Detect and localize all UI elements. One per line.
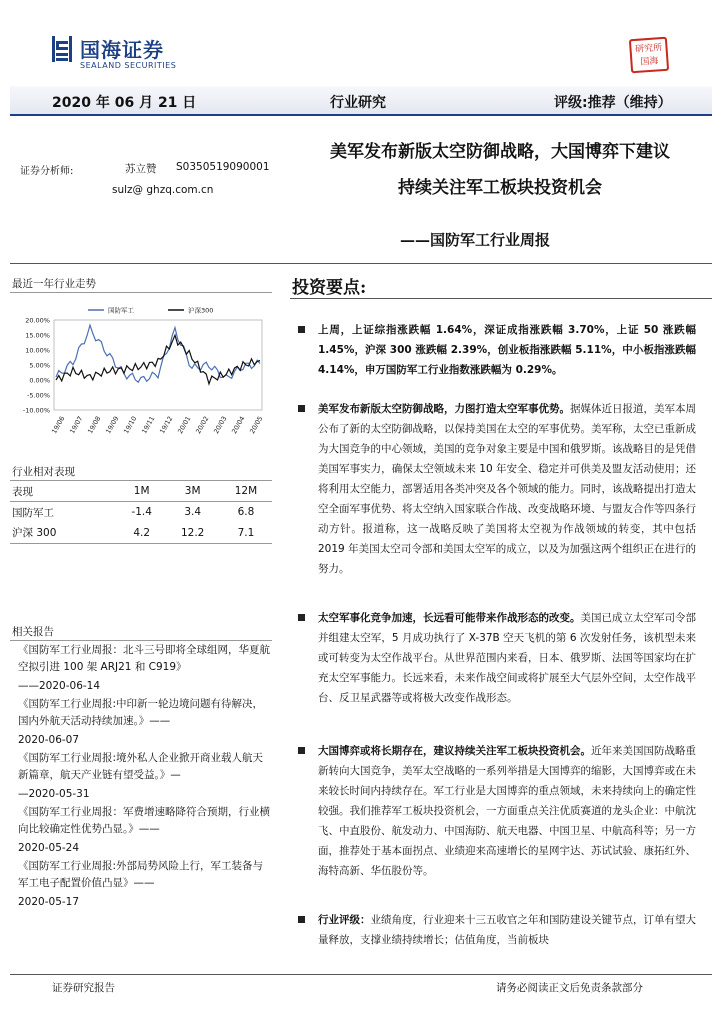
related-report-1-date: ——2020-06-14 — [18, 680, 101, 692]
report-title-line2: 持续关注军工板块投资机会 — [398, 178, 602, 198]
perf-header-cell: 3M — [184, 485, 201, 497]
table-row — [10, 502, 272, 523]
y-tick-label: 15.00% — [25, 331, 50, 340]
report-title-line1: 美军发布新版太空防御战略，大国博弈下建议 — [330, 142, 670, 162]
bullet-icon — [298, 405, 305, 412]
paragraph-strategy-text: 据媒体近日报道，美军本周公布了新的太空防御战略，以保持美国在太空的军事优势。美军称，太空已重新成为大国竞争的中心领域，美国的竞争对象主要是中国和俄罗斯。该战略目的是凭借美国军事实力，确保太空领域未来 10 年安全、稳定并可供美及盟友活动使用；还将利用太空能力，部署适用各类冲突及各个领域的能力。同时，该战略提出打造太空全面军事优势、将太空纳入国家联合作战、改变战略环境、与盟友合作等四条行动方针。报道称，这一战略反映了美国将太空视为作战领域的转变，其中包括 2019 年美国太空司令部和美国太空军的成立，以及为加强这两个组织正在进行的努力。 — [318, 403, 696, 575]
paragraph-strategy-bold: 美军发布新版太空防御战略，力图打造太空军事优势。 — [318, 403, 570, 415]
paragraph-militarization — [318, 608, 696, 708]
table-cell: 12.2 — [180, 526, 205, 539]
y-tick-label: 5.00% — [29, 361, 50, 370]
bullet-icon — [298, 747, 305, 754]
table-cell: 7.1 — [237, 526, 255, 539]
x-tick-label: 20/04 — [230, 414, 247, 436]
analyst-name: 苏立赞 — [125, 163, 157, 175]
trend-divider — [10, 292, 272, 293]
x-tick-label: 19/07 — [68, 414, 85, 436]
paragraph-rating-bold: 行业评级： — [318, 914, 371, 926]
related-report-3[interactable]: 《国防军工行业周报:境外私人企业掀开商业载人航天新篇章，航天产业链有望受益。》— — [18, 752, 264, 781]
logo-subtext: SEALAND SECURITIES — [80, 61, 177, 70]
table-cell: 4.2 — [133, 526, 151, 539]
perf-header-cell: 1M — [133, 485, 150, 497]
perf-label: 行业相对表现 — [12, 466, 75, 478]
analyst-email[interactable]: sulz@ ghzq.com.cn — [112, 184, 214, 196]
x-tick-label: 20/05 — [248, 414, 265, 436]
y-tick-label: 0.00% — [29, 376, 50, 385]
x-tick-label: 19/06 — [50, 414, 67, 436]
x-tick-label: 19/08 — [86, 414, 103, 436]
footer-divider — [10, 974, 712, 975]
y-tick-label: -5.00% — [27, 391, 50, 400]
related-divider — [10, 640, 272, 641]
x-tick-label: 19/10 — [122, 414, 139, 436]
related-report-4-date: 2020-05-24 — [18, 842, 80, 854]
x-tick-label: 20/01 — [176, 414, 193, 436]
perf-header-cell: 12M — [234, 485, 258, 497]
chart-frame — [54, 320, 262, 410]
paragraph-market — [318, 320, 696, 380]
analyst-label: 证券分析师: — [20, 166, 74, 177]
paragraph-investment-bold: 大国博弈或将长期存在，建议持续关注军工板块投资机会。 — [318, 745, 591, 757]
paragraph-militarization-text: 美国已成立太空军司令部并组建太空军，5 月成功执行了 X-37B 空天飞机的第 6 次发射任务，该机型未来或可转变为太空作战平台。从世界范围内来看，日本、俄罗斯、法国等国家均在扩充太空军事能力。长远来看，未来作战空间或将扩展至大气层外空间，太空作战平台、反卫星武器等或将极大改变作战形态。 — [318, 612, 696, 704]
x-tick-label: 20/03 — [212, 414, 229, 436]
paragraph-investment-text: 近年来美国国防战略重新转向大国竞争，美军太空战略的一系列举措是大国博弈的缩影，大国博弈或在未来较长时间内持续存在。军工行业是大国博弈的重点领域，未来持续向上的确定性较强。我们推荐军工板块投资机会，一方面重点关注优质赛道的龙头企业：中航沈飞、中直股份、航发动力、中国海防、航天电器、中国卫星、中航高科等；另一方面，推荐处于基本面拐点、业绩迎来高速增长的星网宇达、苏试试验、康拓红外、海特高新、华伍股份等。 — [318, 745, 696, 877]
bullet-icon — [298, 326, 305, 333]
related-report-5-date: 2020-05-17 — [18, 896, 80, 908]
perf-header-cell: 表现 — [12, 485, 33, 498]
related-report-3-date: —2020-05-31 — [18, 788, 90, 800]
footer-left: 证券研究报告 — [52, 982, 115, 994]
paragraph-market-text: 上周，上证综指涨跌幅 1.64%，深证成指涨跌幅 3.70%，上证 50 涨跌幅 1.45%，沪深 300 涨跌幅 2.39%，创业板指涨跌幅 5.11%，中小板指涨跌幅 4.14%，申万国防军工行业指数涨跌幅为 0.29%。 — [318, 324, 696, 376]
related-report-1[interactable]: 《国防军工行业周报：北斗三号即将全球组网，华夏航空拟引进 100 架 ARJ21 和 C919》 — [18, 644, 270, 673]
x-tick-label: 19/11 — [140, 414, 157, 436]
logo-text: 国海证券 — [80, 38, 164, 62]
paragraph-investment — [318, 741, 696, 881]
related-report-2-date: 2020-06-07 — [18, 734, 80, 746]
table-row — [10, 523, 272, 544]
x-tick-label: 19/12 — [158, 414, 175, 436]
logo-icon — [50, 36, 74, 62]
trend-chart — [12, 298, 270, 440]
footer-disclaimer[interactable]: 请务必阅读正文后免责条款部分 — [496, 982, 643, 994]
y-tick-label: 20.00% — [25, 316, 50, 325]
table-cell: 沪深 300 — [12, 527, 57, 540]
bullet-icon — [298, 614, 305, 621]
title-divider — [10, 263, 712, 264]
related-label: 相关报告 — [12, 626, 54, 638]
trend-label: 最近一年行业走势 — [12, 278, 96, 290]
report-rating: 评级:推荐（维持） — [554, 95, 672, 111]
key-points-divider — [290, 298, 712, 299]
table-cell: 国防军工 — [12, 506, 54, 519]
report-date: 2020 年 06 月 21 日 — [52, 95, 197, 111]
related-report-4[interactable]: 《国防军工行业周报：军费增速略降符合预期，行业横向比较确定性优势凸显。》—— — [18, 806, 270, 835]
paragraph-rating — [318, 910, 696, 950]
table-cell: 3.4 — [184, 506, 202, 519]
key-points-heading: 投资要点: — [292, 278, 367, 298]
legend-label: 国防军工 — [108, 306, 134, 315]
table-cell: -1.4 — [131, 506, 152, 519]
paragraph-rating-text: 业绩角度，行业迎来十三五收官之年和国防建设关键节点，订单有望大量释放，支撑业绩持续增长；估值角度，当前板块 — [318, 914, 696, 946]
legend-label: 沪深300 — [188, 306, 214, 315]
related-report-2[interactable]: 《国防军工行业周报:中印新一轮边境问题有待解决，国内外航天活动持续加速。》—— — [18, 698, 264, 727]
paragraph-militarization-bold: 太空军事化竞争加速，长远看可能带来作战形态的改变。 — [318, 612, 581, 624]
report-category: 行业研究 — [330, 95, 386, 111]
bullet-icon — [298, 916, 305, 923]
table-cell: 6.8 — [237, 506, 255, 519]
x-tick-label: 19/09 — [104, 414, 121, 436]
perf-table — [10, 480, 272, 544]
report-subtitle: ——国防军工行业周报 — [400, 231, 551, 249]
series-line-0 — [56, 325, 260, 382]
y-tick-label: -10.00% — [22, 406, 50, 415]
y-tick-label: 10.00% — [25, 346, 50, 355]
stamp-seal: 研究所 国海 — [629, 37, 669, 74]
x-tick-label: 20/02 — [194, 414, 211, 436]
analyst-cert: S0350519090001 — [176, 161, 270, 173]
paragraph-strategy — [318, 399, 696, 579]
perf-header-row — [10, 481, 272, 502]
related-report-5[interactable]: 《国防军工行业周报:外部局势风险上行，军工装备与军工电子配置价值凸显》—— — [18, 860, 264, 889]
